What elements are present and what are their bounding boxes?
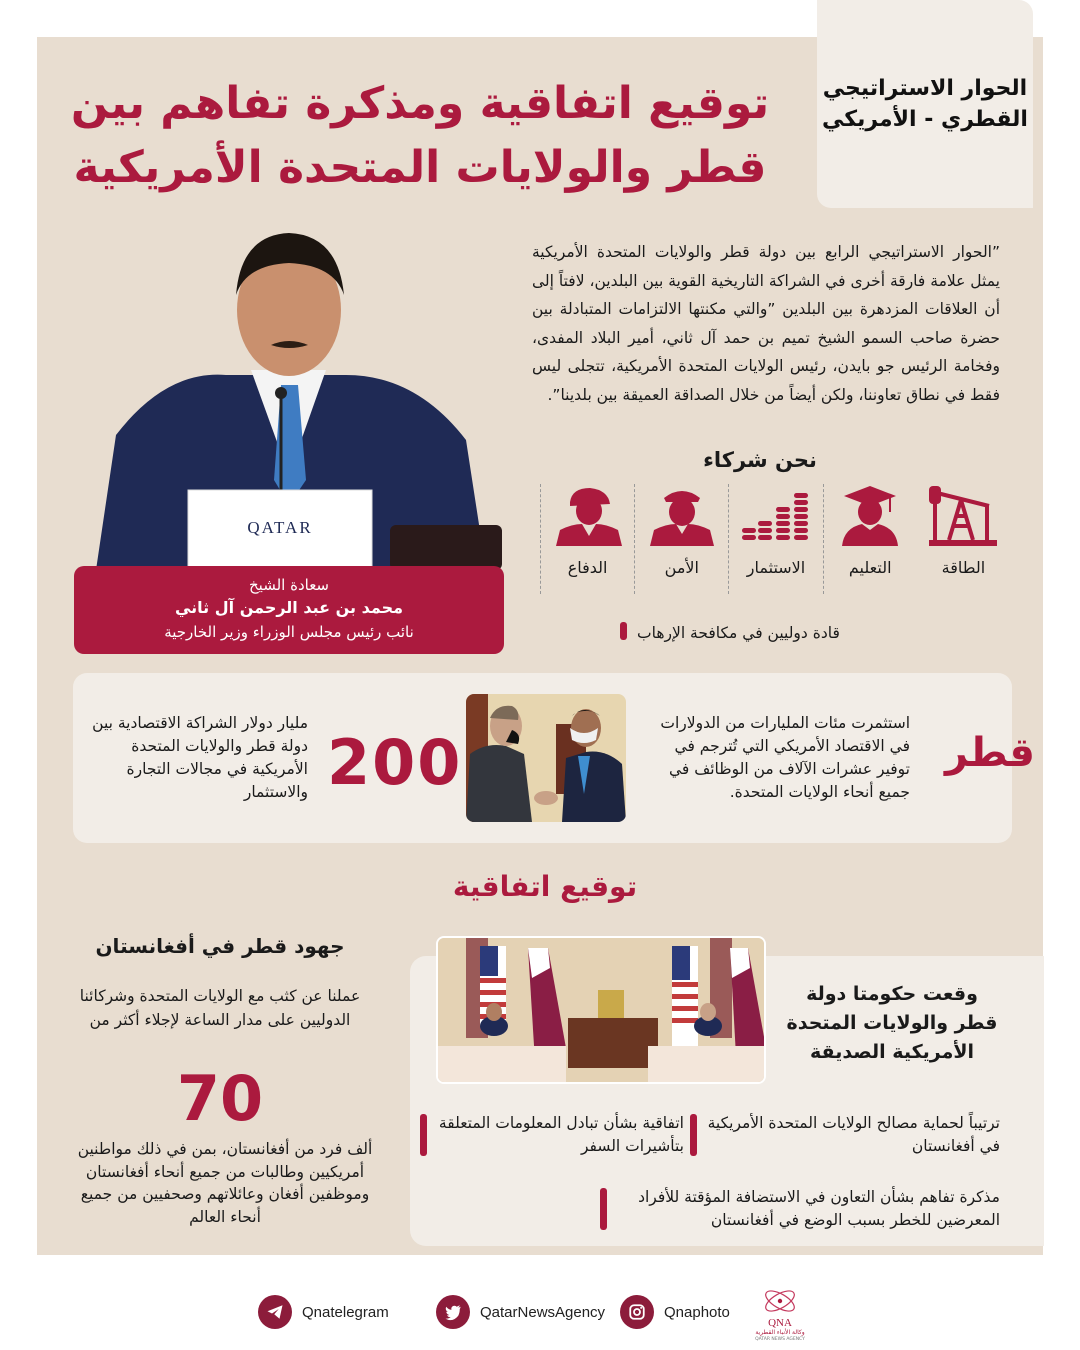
- page-title: [70, 72, 770, 200]
- qatar-label: قطر: [944, 730, 1035, 776]
- social-telegram[interactable]: Qnatelegram: [258, 1295, 389, 1329]
- minister-caption: [74, 566, 504, 654]
- partner-energy: الطاقة: [917, 484, 1010, 594]
- page-title-line-2: قطر والولايات المتحدة الأمريكية: [73, 142, 767, 193]
- bullet-marker: [420, 1114, 427, 1156]
- instagram-icon: [620, 1295, 654, 1329]
- investment-value: 200: [327, 726, 463, 799]
- partner-investment: الاستثمار: [728, 484, 822, 594]
- social-instagram[interactable]: Qnaphoto: [620, 1295, 730, 1329]
- topic-tag-label: الحوار الاستراتيجي القطري - الأمريكي: [822, 76, 1028, 132]
- us-flag-right: [672, 946, 698, 1046]
- afghanistan-title: جهود قطر في أفغانستان: [95, 934, 345, 958]
- agreement-bullet-1: ترتيباً لحماية مصالح الولايات المتحدة الأمريكية في أفغانستان: [690, 1112, 1000, 1158]
- minister-name: محمد بن عبد الرحمن آل ثاني: [174, 598, 404, 617]
- minister-portrait: [76, 225, 502, 570]
- twitter-icon: [436, 1295, 470, 1329]
- police-officer-icon: [646, 484, 718, 546]
- partners-row: [540, 484, 1010, 594]
- signing-photo: [436, 936, 766, 1084]
- oil-pump-icon: [927, 484, 999, 546]
- partner-education: التعليم: [823, 484, 917, 594]
- coin-stacks-icon: [740, 484, 812, 546]
- bullet-marker: [620, 622, 627, 640]
- bullet-marker: [690, 1114, 697, 1156]
- soldier-icon: [552, 484, 624, 546]
- investment-value-text: مليار دولار الشراكة الاقتصادية بين دولة قطر والولايات المتحدة الأمريكية في مجالات التجارة والاستثمار: [92, 714, 308, 801]
- qna-emblem-icon: [760, 1288, 800, 1314]
- qna-logo: QNA وكالة الأنباء القطرية QATAR NEWS AGENCY: [750, 1288, 810, 1348]
- minister-honorific: سعادة الشيخ: [248, 576, 329, 594]
- partners-title: نحن شركاء: [703, 448, 817, 472]
- afghanistan-text-after: ألف فرد من أفغانستان، بمن في ذلك مواطنين أمريكيين وطالبات من جميع أنحاء أفغانستان وموظفين أفغان وعائلاتهم وصحفيين من جميع أنحاء العالم: [77, 1140, 373, 1226]
- page-title-line-1: توقيع اتفاقية ومذكرة تفاهم بين: [70, 78, 770, 129]
- terrorism-note: قادة دوليين في مكافحة الإرهاب: [620, 622, 910, 645]
- partner-defense: الدفاع: [540, 484, 634, 594]
- evacuated-value: 70: [176, 1062, 264, 1135]
- graduate-icon: [834, 484, 906, 546]
- afghanistan-text-before: عملنا عن كثب مع الولايات المتحدة وشركائنا الدوليين على مدار الساعة لإجلاء أكثر من: [79, 987, 361, 1029]
- partner-security: الأمن: [634, 484, 728, 594]
- telegram-icon: [258, 1295, 292, 1329]
- meeting-photo: [466, 694, 626, 822]
- nameplate-text: QATAR: [247, 518, 313, 537]
- agreement-heading: وقعت حكومتا دولة قطر والولايات المتحدة الأمريكية الصديقة: [786, 983, 998, 1063]
- minister-role: نائب رئيس مجلس الوزراء وزير الخارجية: [164, 623, 414, 641]
- topic-tag: [817, 0, 1033, 208]
- agreement-section-title: توقيع اتفاقية: [452, 870, 638, 903]
- qatar-investment-text: استثمرت مئات المليارات من الدولارات في الاقتصاد الأمريكي التي تُترجم في توفير عشرات الآلاف من الوظائف في جميع أنحاء الولايات المتحدة.: [660, 714, 910, 801]
- agreement-bullet-2: اتفاقية بشأن تبادل المعلومات المتعلقة بتأشيرات السفر: [420, 1112, 684, 1158]
- intro-quote: ”الحوار الاستراتيجي الرابع بين دولة قطر والولايات المتحدة الأمريكية يمثل علامة فارقة أخرى في الشراكة التاريخية القوية بين البلدين، لافتاً إلى أن العلاقات المزدهرة بين البلدين ”والتي مكنتها الالتزامات المتبادلة بين حضرة صاحب السمو الشيخ تميم بن حمد آل ثاني، أمير البلاد المفدى، وفخامة الرئيس جو بايدن، رئيس الولايات المتحدة الأمريكية، تتجلى ليس فقط في نطاق تعاوننا، ولكن أيضاً من خلال الصداقة العميقة بين بلدينا”.: [532, 243, 1000, 404]
- bullet-marker: [600, 1188, 607, 1230]
- agreement-bullet-3: مذكرة تفاهم بشأن التعاون في الاستضافة المؤقتة للأفراد المعرضين للخطر بسبب الوضع في أفغانستان: [600, 1186, 1000, 1232]
- social-twitter[interactable]: QatarNewsAgency: [436, 1295, 605, 1329]
